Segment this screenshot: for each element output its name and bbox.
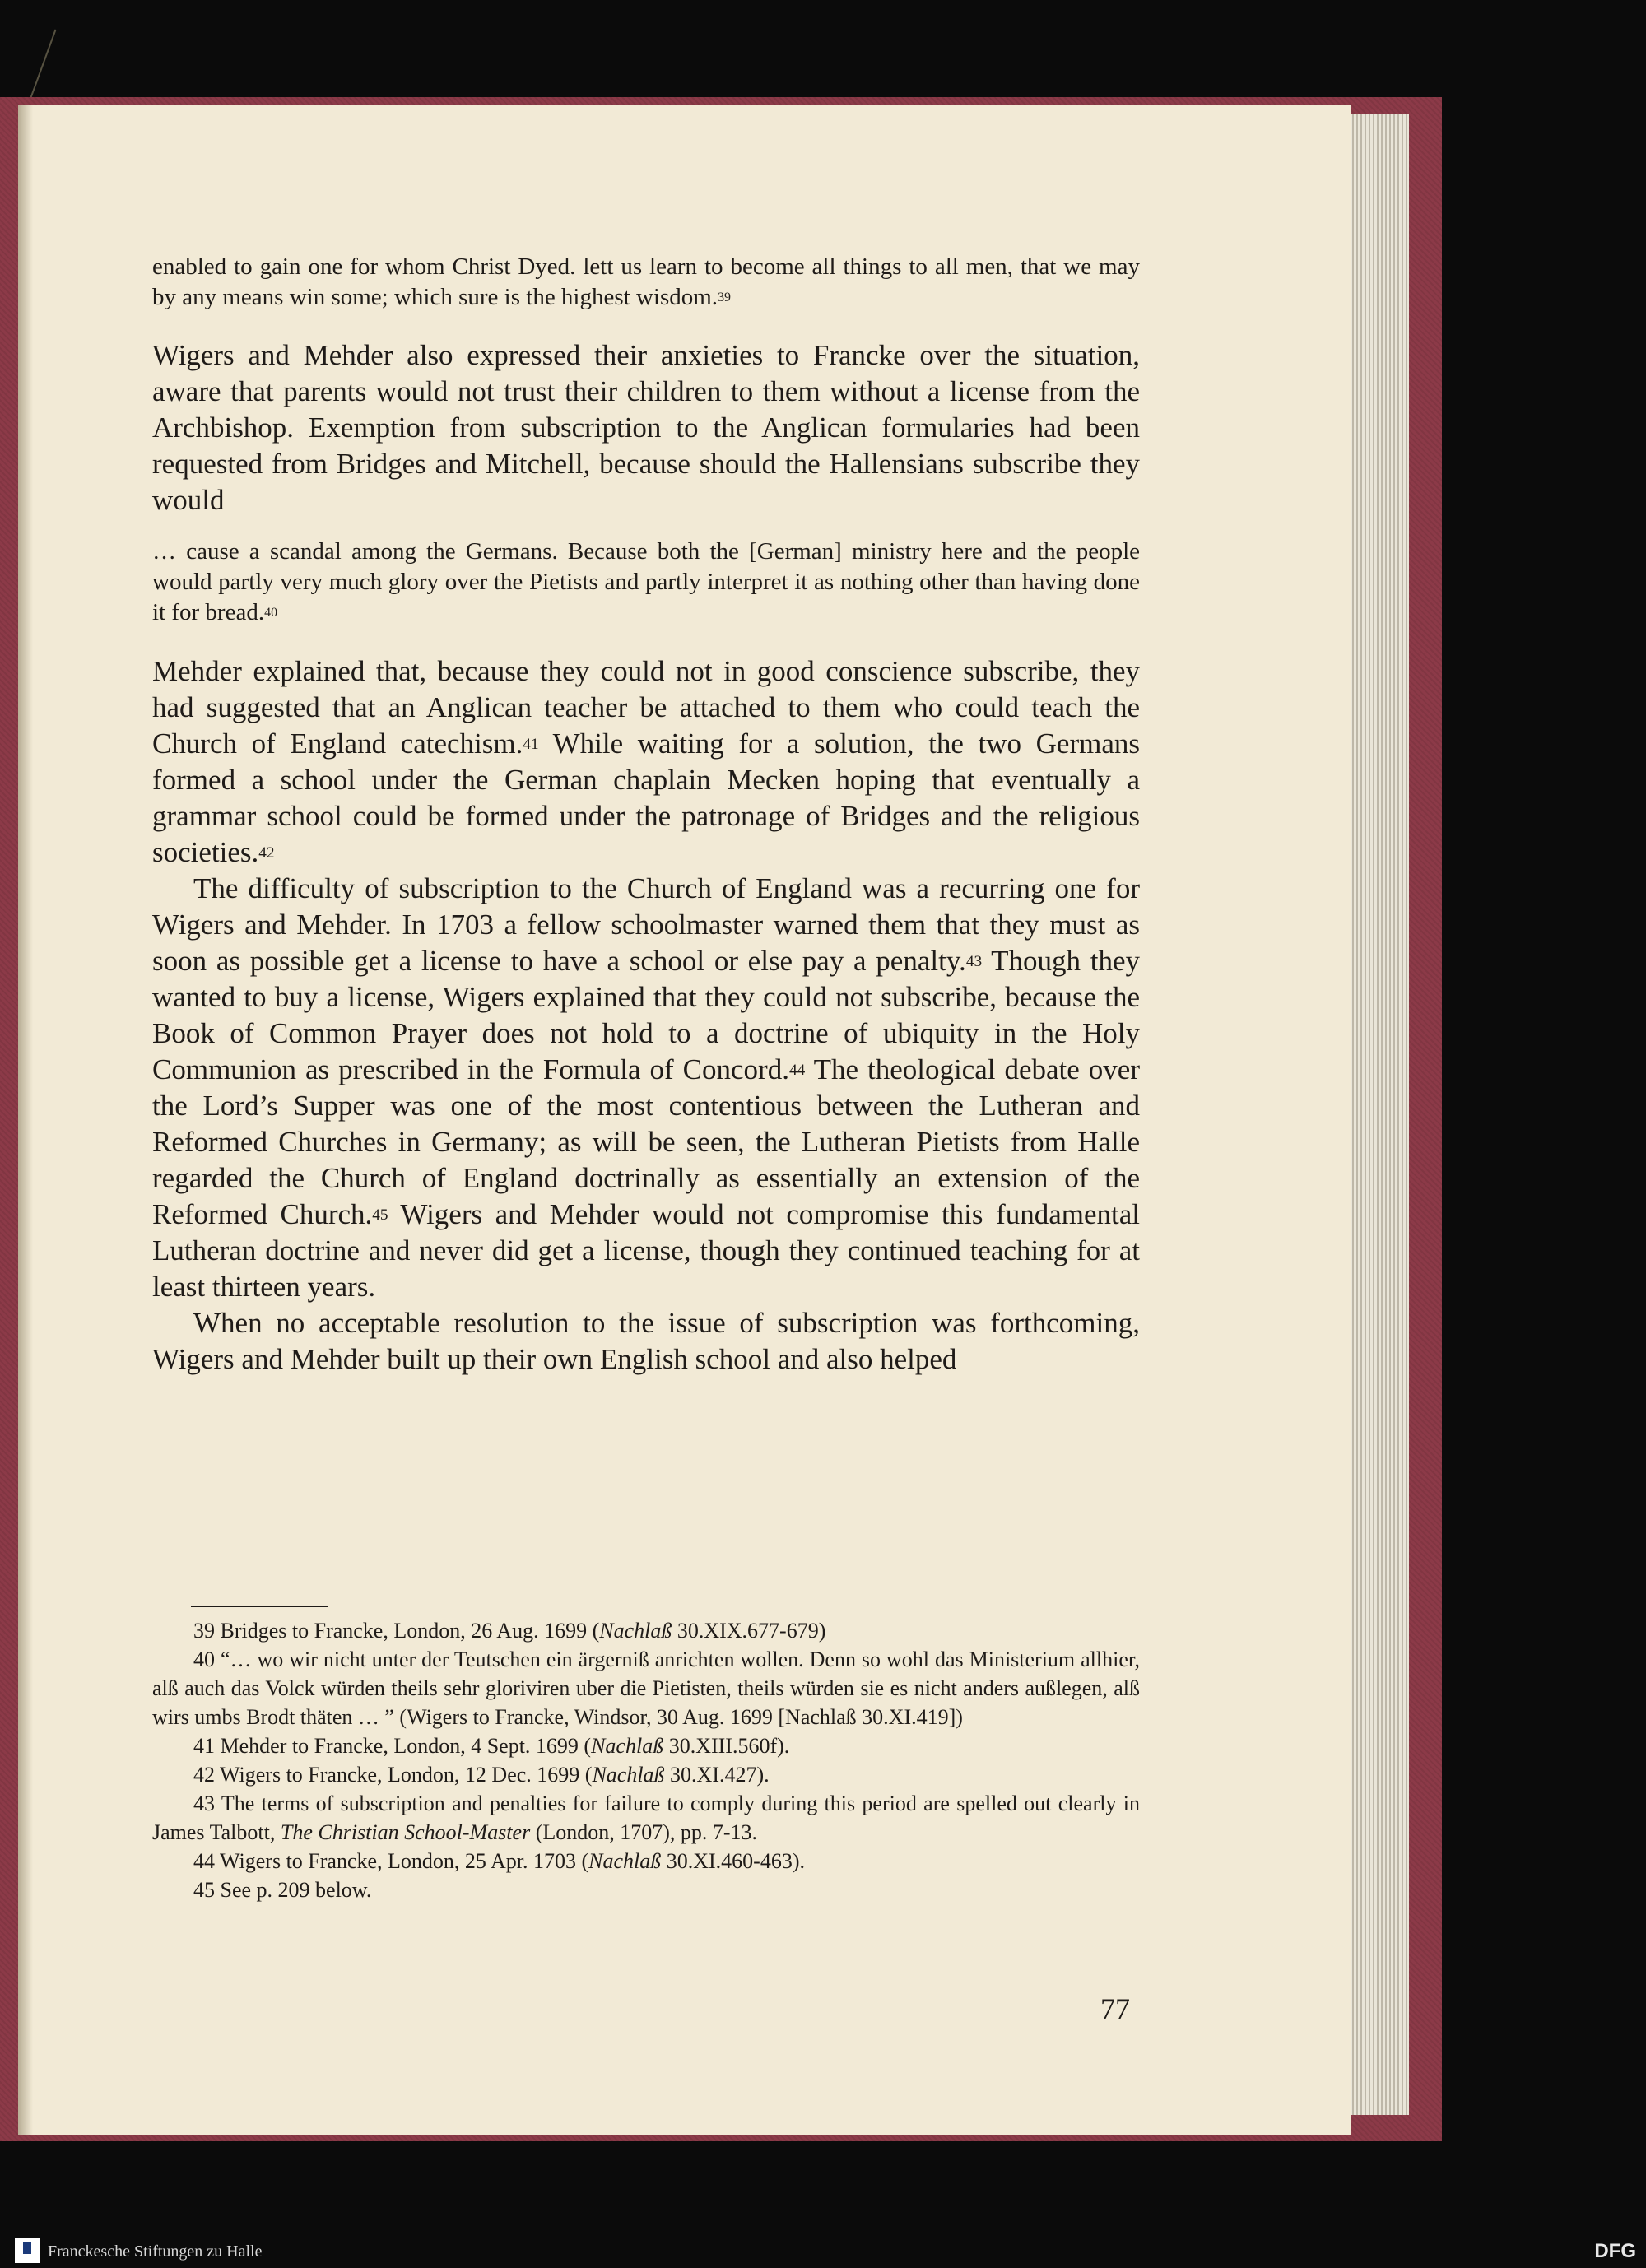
footnote-39: 39 Bridges to Francke, London, 26 Aug. 1699 (Nachlaß 30.XIX.677-679)	[193, 1619, 826, 1643]
footnote-ref: 45	[372, 1206, 388, 1225]
paragraph: Mehder explained that, because they could not in good conscience subscribe, they had suggested that an Anglican teacher be attached to them who could teach the Church of England catechism.$^{41}$ While waiting for a solution, the two Germans formed a school under the German chaplain Mecken hoping that eventually a grammar school could be formed under the patronage of Bridges and the religious societies.$^{42}$	[152, 655, 1140, 868]
quote-paragraph: … cause a scandal among the Germans. Because both the [German] ministry here and the people would partly very much glory over the Pietists and partly interpret it as nothing other than having done it for bread.$^{40}$	[152, 538, 1140, 625]
block-quote-2	[152, 537, 1140, 628]
footnote-rule	[191, 1606, 328, 1607]
quote-paragraph: enabled to gain one for whom Christ Dyed. lett us learn to become all things to all men, that we may by any means win some; which sure is the highest wisdom.$^{39}$	[152, 253, 1140, 310]
footnote-ref: 41	[523, 736, 539, 754]
institution-logo-icon	[15, 2238, 40, 2263]
footnote-43: 43 The terms of subscription and penalties for failure to comply during this period are spelled out clearly in James Talbott, The Christian School-Master (London, 1707), pp. 7-13.	[152, 1792, 1140, 1844]
page-gutter	[18, 105, 33, 2135]
block-quote-1	[152, 252, 1140, 313]
footnote-41: 41 Mehder to Francke, London, 4 Sept. 1699 (Nachlaß 30.XIII.560f).	[193, 1734, 790, 1758]
page-edges	[1350, 114, 1409, 2115]
viewer-footer	[0, 2233, 1646, 2268]
footnote-44: 44 Wigers to Francke, London, 25 Apr. 1703 (Nachlaß 30.XI.460-463).	[193, 1849, 806, 1873]
footnote-40: 40 “… wo wir nicht unter der Teutschen ein ärgerniß anrichten wollen. Denn so wohl das Ministerium allhier, alß auch das Volck würden theils sehr gloriviren uber die Pietisten, theils würden sie es nicht anders außlegen, alß wirs umbs Brodt thäten … ” (Wigers to Francke, Windsor, 30 Aug. 1699 [Nachlaß 30.XI.419])	[152, 1648, 1140, 1729]
body-paragraph-1	[152, 337, 1140, 518]
footnote-ref: 44	[788, 1062, 806, 1080]
book-page	[18, 105, 1351, 2135]
footnote-ref: 43	[965, 953, 983, 971]
footnote-45: 45 See p. 209 below.	[193, 1878, 372, 1902]
footnote-ref: 40	[264, 606, 278, 620]
institution-name: Franckesche Stiftungen zu Halle	[48, 2242, 263, 2261]
paragraph: The difficulty of subscription to the Church of England was a recurring one for Wigers and Mehder. In 1703 a fellow schoolmaster warned them that they must as soon as possible get a license to have a school or else pay a penalty.$^{43}$ Though they wanted to buy a license, Wigers explained that they could not subscribe, because the Book of Common Prayer does not hold to a doctrine of ubiquity in the Holy Communion as prescribed in the Formula of Concord.$^{44}$ The theological debate over the Lord’s Supper was one of the most contentious between the Lutheran and Reformed Churches in Germany; as will be seen, the Lutheran Pietists from Halle regarded the Church of England doctrinally as essentially an extension of the Reformed Church.$^{45}$ Wigers and Mehder would not compromise this fundamental Lutheran doctrine and never did get a license, though they continued teaching for at least thirteen years.	[152, 872, 1140, 1303]
footnote-42: 42 Wigers to Francke, London, 12 Dec. 1699 (Nachlaß 30.XI.427).	[193, 1763, 770, 1787]
paragraph: When no acceptable resolution to the issue of subscription was forthcoming, Wigers and Mehder built up their own English school and also helped	[152, 1307, 1140, 1375]
footnotes	[152, 1616, 1140, 1904]
paragraph: Wigers and Mehder also expressed their anxieties to Francke over the situation, aware that parents would not trust their children to them without a license from the Archbishop. Exemption from subscription to the Anglican formularies had been requested from Bridges and Mitchell, because should the Hallensians subscribe they would	[152, 339, 1140, 516]
footnote-ref: 39	[718, 290, 731, 305]
page-number: 77	[1100, 1992, 1130, 2025]
footnote-ref: 42	[258, 844, 275, 862]
dfg-logo: DFG	[1594, 2240, 1636, 2262]
body-text-main	[152, 653, 1140, 1378]
